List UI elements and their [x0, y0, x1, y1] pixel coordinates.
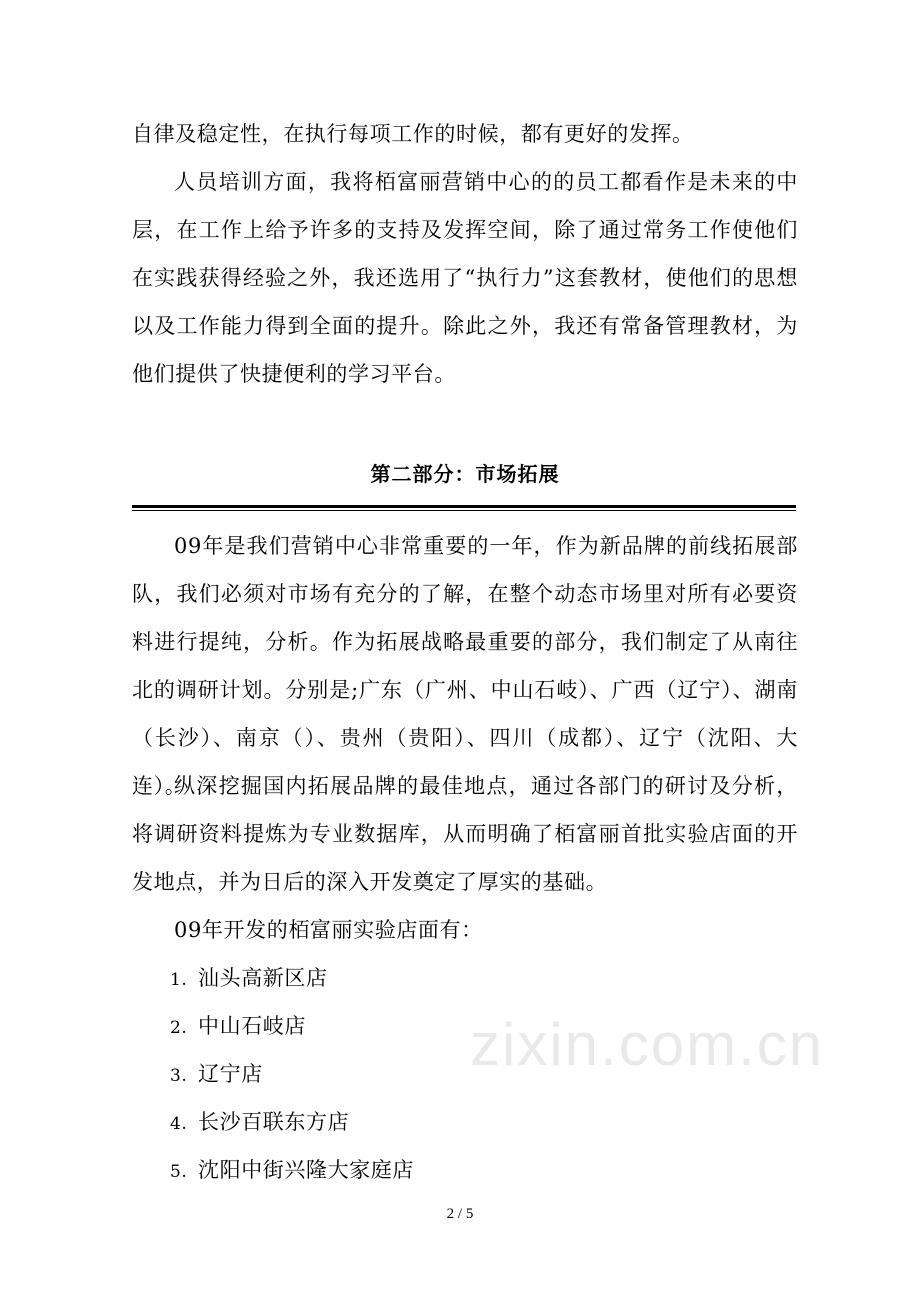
list-item-text: 沈阳中街兴隆大家庭店 [198, 1158, 414, 1182]
list-item-text: 汕头高新区店 [198, 966, 328, 990]
heading-rule-thin [132, 510, 796, 511]
paragraph-location-analysis: 纵深挖掘国内拓展品牌的最佳地点，通过各部门的研讨及分析，将调研资料提炼为专业数据库，从而明确了栢富丽首批实验店面的开发地点，并为日后的深入开发奠定了厚实的基础。 [132, 774, 798, 894]
list-item-number: 3. [170, 1066, 188, 1086]
list-item-number: 4. [170, 1114, 188, 1134]
list-item-text: 中山石岐店 [198, 1014, 306, 1038]
list-item-number: 1. [170, 970, 188, 990]
list-item-text: 辽宁店 [198, 1062, 263, 1086]
list-item-number: 5. [170, 1162, 188, 1182]
list-item-text: 长沙百联东方店 [198, 1110, 350, 1134]
list-item [170, 954, 328, 1004]
section-heading: 第二部分：市场拓展 [370, 462, 560, 486]
list-item [170, 1146, 414, 1196]
list-item [170, 1098, 349, 1148]
heading-rule-thick [132, 505, 796, 508]
list-item-number: 2. [170, 1018, 188, 1038]
list-item [170, 1050, 263, 1100]
paragraph-market-research: 09年是我们营销中心非常重要的一年，作为新品牌的前线拓展部队，我们必须对市场有充分的了解，在整个动态市场里对所有必要资料进行提纯，分析。作为拓展战略最重要的部分，我们制定了从南往北的调研计划。分别是;广东（广州、中山石岐）、广西（辽宁）、湖南（长沙）、南京（）、贵州（贵阳）、四川（成都）、辽宁（沈阳、大连）。 [132, 534, 798, 798]
paragraph-training: 人员培训方面，我将栢富丽营销中心的的员工都看作是未来的中层，在工作上给予许多的支持及发挥空间，除了通过常务工作使他们在实践获得经验之外，我还选用了“执行力”这套教材，使他们的思想以及工作能力得到全面的提升。除此之外，我还有常备管理教材，为他们提供了快捷便利的学习平台。 [132, 170, 798, 386]
list-item [170, 1002, 306, 1052]
paragraph-store-intro: 09年开发的栢富丽实验店面有： [174, 918, 483, 942]
paragraph-discipline: 自律及稳定性，在执行每项工作的时候，都有更好的发挥。 [132, 122, 694, 146]
page-number: 2 / 5 [446, 1206, 474, 1222]
watermark: zixin.com.cn [470, 1011, 825, 1078]
